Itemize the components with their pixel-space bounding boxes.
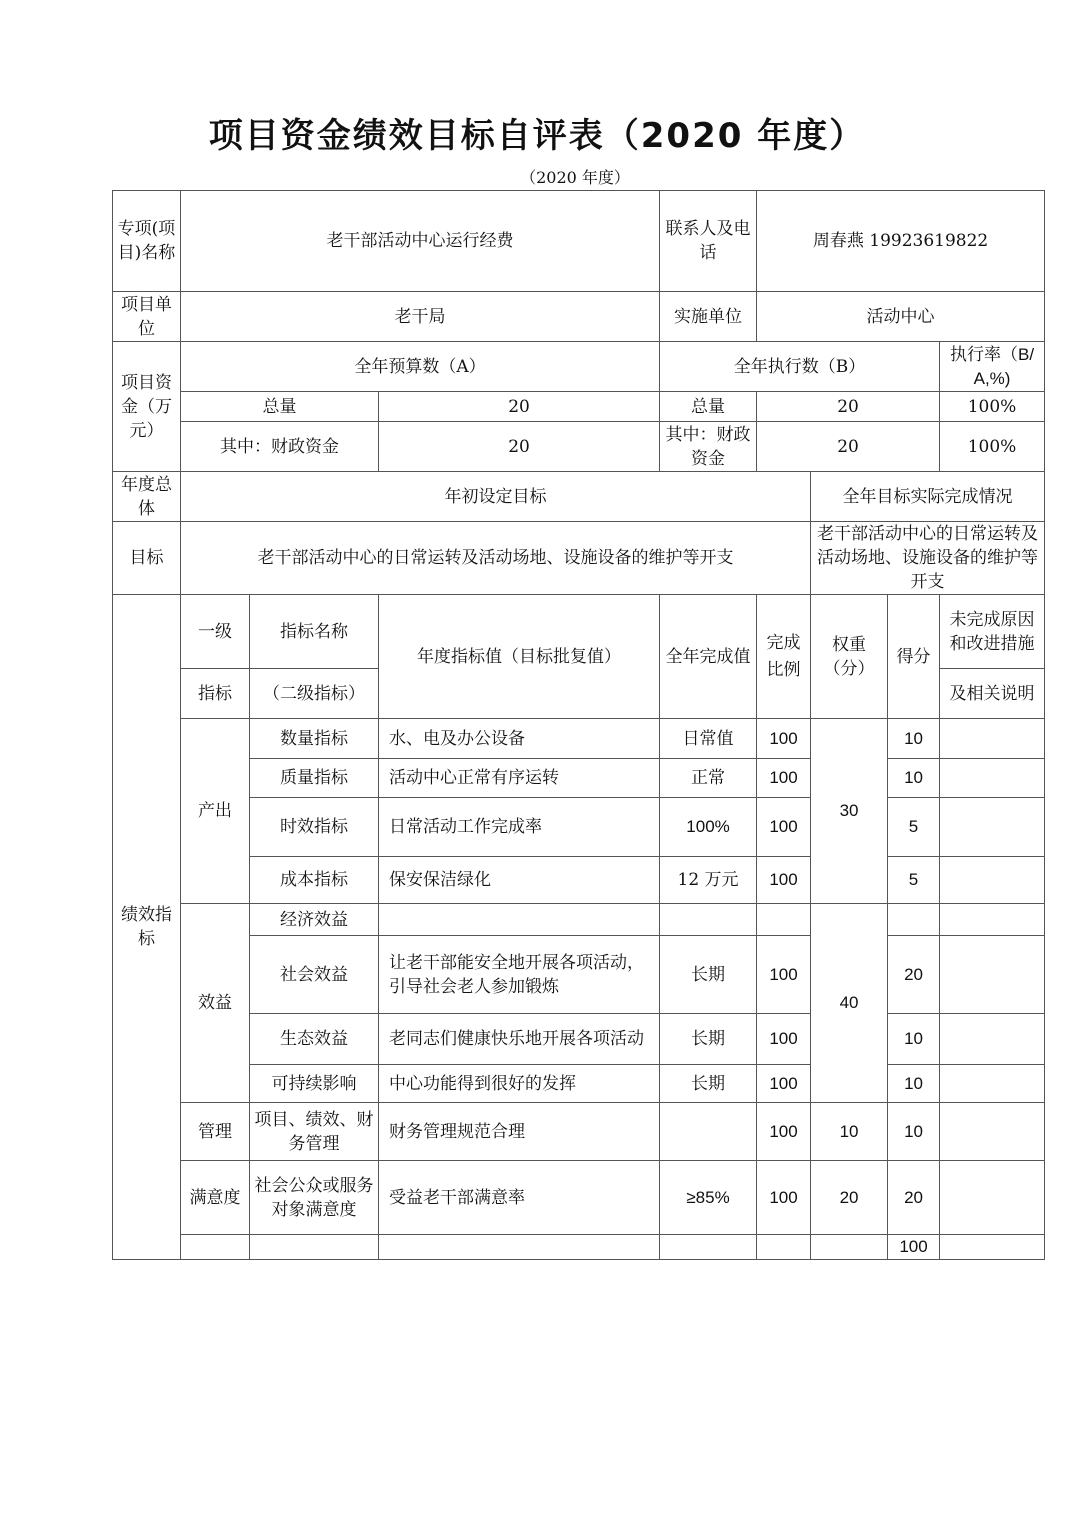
sustainable-ratio: 100	[757, 1065, 811, 1103]
satisfaction-score: 20	[888, 1161, 940, 1235]
total-row-cell	[660, 1235, 757, 1260]
page-subtitle: （2020 年度）	[520, 168, 630, 187]
impl-unit-value: 活动中心	[757, 292, 1045, 342]
cost-ratio: 100	[757, 857, 811, 904]
quality-name: 质量指标	[250, 759, 379, 798]
name-header-bottom: （二级指标）	[250, 669, 379, 719]
fiscal-exec-label: 其中：财政资金	[660, 422, 757, 472]
sustainable-score: 10	[888, 1065, 940, 1103]
timeliness-score: 5	[888, 798, 940, 857]
quality-target: 活动中心正常有序运转	[379, 759, 660, 798]
ecological-ratio: 100	[757, 1014, 811, 1065]
total-exec-label: 总量	[660, 392, 757, 422]
fiscal-exec-value: 20	[757, 422, 940, 472]
initial-goal-text: 老干部活动中心的日常运转及活动场地、设施设备的维护等开支	[181, 522, 811, 595]
cost-name: 成本指标	[250, 857, 379, 904]
management-score: 10	[888, 1103, 940, 1161]
management-name: 项目、绩效、财务管理	[250, 1103, 379, 1161]
actual-header: 全年完成值	[660, 595, 757, 719]
output-weight: 30	[811, 719, 888, 904]
total-row-cell	[379, 1235, 660, 1260]
economic-actual	[660, 904, 757, 936]
quality-actual: 正常	[660, 759, 757, 798]
total-row-cell	[181, 1235, 250, 1260]
total-row-cell	[757, 1235, 811, 1260]
cost-target: 保安保洁绿化	[379, 857, 660, 904]
total-exec-value: 20	[757, 392, 940, 422]
reason-header-bottom: 及相关说明	[940, 669, 1045, 719]
budget-label: 全年预算数（A）	[181, 342, 660, 392]
total-rate-value: 100%	[940, 392, 1045, 422]
satisfaction-target: 受益老干部满意率	[379, 1161, 660, 1235]
economic-reason	[940, 904, 1045, 936]
score-header: 得分	[888, 595, 940, 719]
ratio-header: 完成比例	[757, 595, 811, 719]
satisfaction-name: 社会公众或服务对象满意度	[250, 1161, 379, 1235]
quality-ratio: 100	[757, 759, 811, 798]
economic-ratio	[757, 904, 811, 936]
level1-header-bottom: 指标	[181, 669, 250, 719]
fiscal-budget-value: 20	[379, 422, 660, 472]
economic-score	[888, 904, 940, 936]
project-name-value: 老干部活动中心运行经费	[181, 191, 660, 292]
management-target: 财务管理规范合理	[379, 1103, 660, 1161]
indicators-section-label: 绩效指标	[113, 595, 181, 1260]
timeliness-target: 日常活动工作完成率	[379, 798, 660, 857]
sustainable-name: 可持续影响	[250, 1065, 379, 1103]
social-actual: 长期	[660, 936, 757, 1014]
sustainable-actual: 长期	[660, 1065, 757, 1103]
satisfaction-reason	[940, 1161, 1045, 1235]
fiscal-budget-label: 其中：财政资金	[181, 422, 379, 472]
weight-header: 权重（分）	[811, 595, 888, 719]
goal-label-top: 年度总体	[113, 472, 181, 522]
group-satisfaction: 满意度	[181, 1161, 250, 1235]
funds-label: 项目资金（万元）	[113, 342, 181, 472]
timeliness-ratio: 100	[757, 798, 811, 857]
initial-goal-label: 年初设定目标	[181, 472, 811, 522]
cost-reason	[940, 857, 1045, 904]
quantity-target: 水、电及办公设备	[379, 719, 660, 759]
page-title: 项目资金绩效目标自评表（2020 年度）	[208, 116, 866, 156]
social-name: 社会效益	[250, 936, 379, 1014]
fiscal-rate-value: 100%	[940, 422, 1045, 472]
benefit-weight: 40	[811, 904, 888, 1103]
social-ratio: 100	[757, 936, 811, 1014]
project-unit-value: 老干局	[181, 292, 660, 342]
quantity-ratio: 100	[757, 719, 811, 759]
quantity-reason	[940, 719, 1045, 759]
management-weight: 10	[811, 1103, 888, 1161]
ecological-name: 生态效益	[250, 1014, 379, 1065]
group-benefit: 效益	[181, 904, 250, 1103]
project-name-label: 专项(项目)名称	[113, 191, 181, 292]
impl-unit-label: 实施单位	[660, 292, 757, 342]
economic-target	[379, 904, 660, 936]
rate-label: 执行率（B/A,%)	[940, 342, 1045, 392]
level1-header-top: 一级	[181, 595, 250, 669]
group-manage: 管理	[181, 1103, 250, 1161]
timeliness-reason	[940, 798, 1045, 857]
actual-goal-label: 全年目标实际完成情况	[811, 472, 1045, 522]
contact-value: 周春燕 19923619822	[757, 191, 1045, 292]
total-row-cell	[811, 1235, 888, 1260]
ecological-actual: 长期	[660, 1014, 757, 1065]
goal-label-bottom: 目标	[113, 522, 181, 595]
project-unit-label: 项目单位	[113, 292, 181, 342]
total-budget-label: 总量	[181, 392, 379, 422]
reason-header-top: 未完成原因和改进措施	[940, 595, 1045, 669]
ecological-reason	[940, 1014, 1045, 1065]
satisfaction-actual: ≥85%	[660, 1161, 757, 1235]
economic-name: 经济效益	[250, 904, 379, 936]
social-score: 20	[888, 936, 940, 1014]
quality-reason	[940, 759, 1045, 798]
management-ratio: 100	[757, 1103, 811, 1161]
quantity-actual: 日常值	[660, 719, 757, 759]
satisfaction-weight: 20	[811, 1161, 888, 1235]
total-row-cell	[250, 1235, 379, 1260]
contact-label: 联系人及电话	[660, 191, 757, 292]
total-budget-value: 20	[379, 392, 660, 422]
target-header: 年度指标值（目标批复值）	[379, 595, 660, 719]
ecological-target: 老同志们健康快乐地开展各项活动	[379, 1014, 660, 1065]
ecological-score: 10	[888, 1014, 940, 1065]
group-output: 产出	[181, 719, 250, 904]
sustainable-target: 中心功能得到很好的发挥	[379, 1065, 660, 1103]
management-actual	[660, 1103, 757, 1161]
quality-score: 10	[888, 759, 940, 798]
total-weight: 100	[888, 1235, 940, 1260]
sustainable-reason	[940, 1065, 1045, 1103]
social-reason	[940, 936, 1045, 1014]
satisfaction-ratio: 100	[757, 1161, 811, 1235]
quantity-score: 10	[888, 719, 940, 759]
exec-label: 全年执行数（B）	[660, 342, 940, 392]
timeliness-actual: 100%	[660, 798, 757, 857]
quantity-name: 数量指标	[250, 719, 379, 759]
cost-actual: 12 万元	[660, 857, 757, 904]
actual-goal-text: 老干部活动中心的日常运转及活动场地、设施设备的维护等开支	[811, 522, 1045, 595]
social-target: 让老干部能安全地开展各项活动，引导社会老人参加锻炼	[379, 936, 660, 1014]
evaluation-table	[112, 190, 1045, 1260]
management-reason	[940, 1103, 1045, 1161]
total-row-cell	[940, 1235, 1045, 1260]
name-header-top: 指标名称	[250, 595, 379, 669]
cost-score: 5	[888, 857, 940, 904]
timeliness-name: 时效指标	[250, 798, 379, 857]
